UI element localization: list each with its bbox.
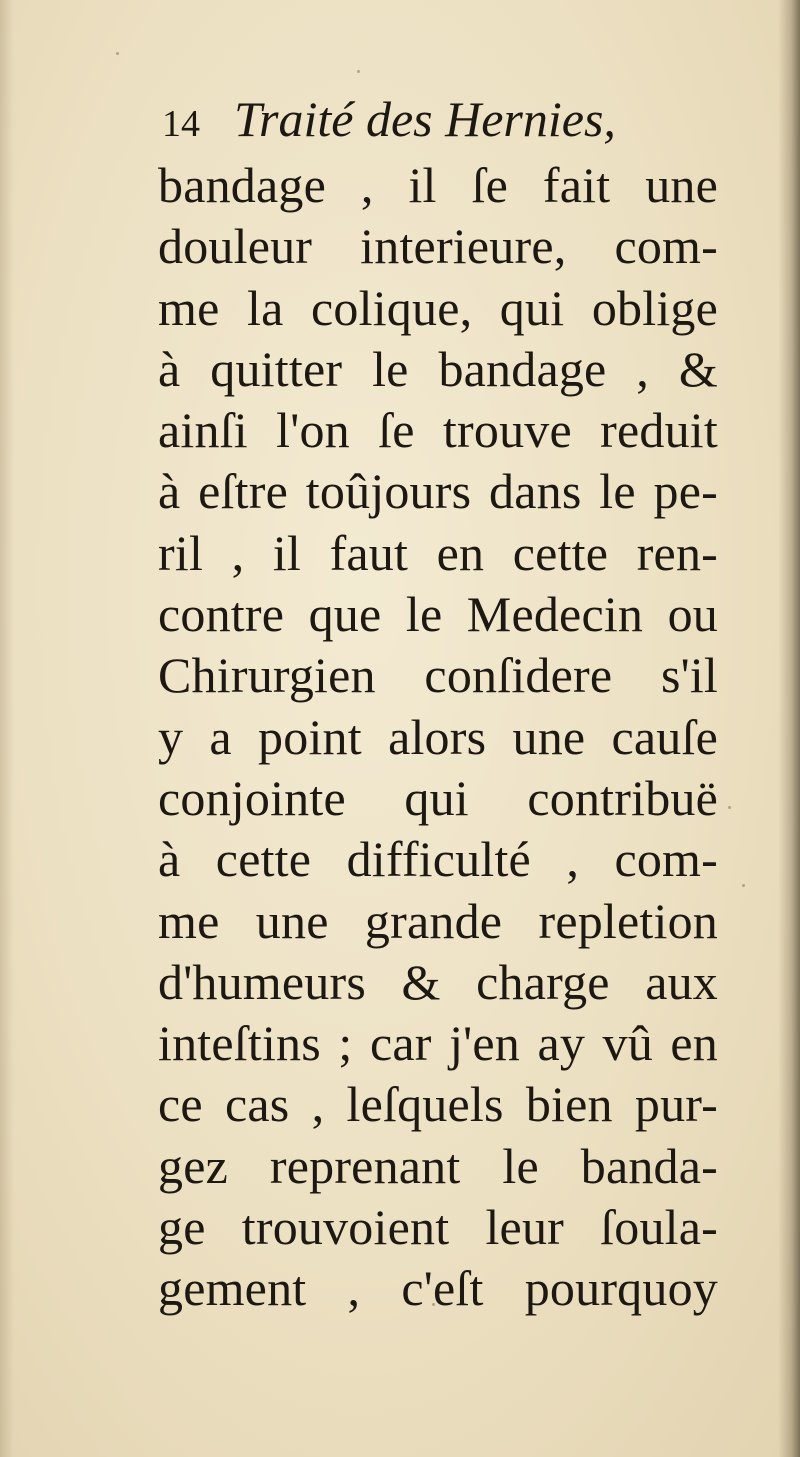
running-title: Traité des Hernies, xyxy=(234,91,616,147)
text-line: gement , c'eſt pourquoy xyxy=(158,1260,718,1317)
text-line: à quitter le bandage , & xyxy=(158,340,718,397)
text-line: douleur interieure, com- xyxy=(158,218,718,275)
paper-speck xyxy=(742,884,745,887)
page-number: 14 xyxy=(162,103,200,145)
text-line: à cette difficulté , com- xyxy=(158,831,718,888)
text-line: me la colique, qui oblige xyxy=(158,279,718,336)
paper-speck xyxy=(432,1303,435,1306)
text-line: ge trouvoient leur ſoula- xyxy=(158,1199,718,1256)
text-line: conjointe qui contribuë xyxy=(158,769,718,826)
body-text xyxy=(158,155,718,1320)
text-line: ril , il faut en cette ren- xyxy=(158,524,718,581)
text-line: inteſtins ; car j'en ay vû en xyxy=(158,1015,718,1072)
running-head xyxy=(162,88,722,158)
text-line: y a point alors une cauſe xyxy=(158,708,718,765)
text-line: bandage , il ſe fait une xyxy=(158,157,718,213)
text-line: ainſi l'on ſe trouve reduit xyxy=(158,402,718,459)
text-line: gez reprenant le banda- xyxy=(158,1137,718,1194)
page-edge-shadow xyxy=(778,0,800,1457)
text-line: à eſtre toûjours dans le pe- xyxy=(158,463,718,520)
text-line: Chirurgien conſidere s'il xyxy=(158,647,718,704)
text-line: me une grande repletion xyxy=(158,892,718,949)
text-line: d'humeurs & charge aux xyxy=(158,953,718,1010)
text-line: contre que le Medecin ou xyxy=(158,586,718,643)
paper-speck xyxy=(116,52,119,55)
paper-speck xyxy=(357,70,360,73)
gutter-shadow xyxy=(0,0,14,1457)
paper-speck xyxy=(728,806,731,809)
text-line: ce cas , leſquels bien pur- xyxy=(158,1076,718,1133)
